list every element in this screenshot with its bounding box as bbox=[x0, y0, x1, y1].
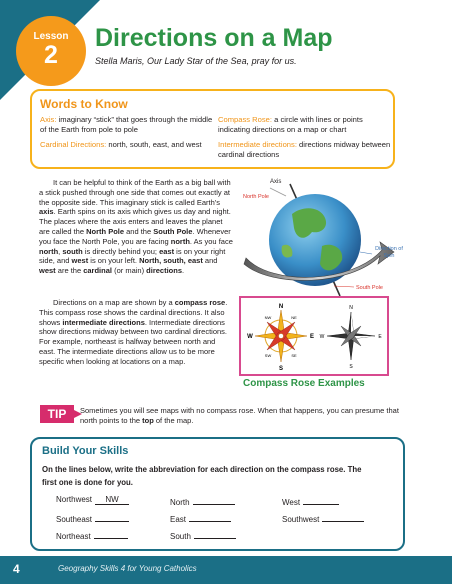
bold-term: cardinal bbox=[83, 266, 112, 276]
answer-blank[interactable] bbox=[303, 495, 339, 505]
rose2-w: W bbox=[319, 334, 325, 340]
text-run: , bbox=[58, 246, 63, 256]
definition-text: a circle with lines or points indicating directions on a map or chart bbox=[218, 115, 363, 134]
answer-item-south bbox=[170, 529, 236, 541]
text-run: . Whenever you face the North Pole, you are facing bbox=[39, 226, 231, 246]
compass-rose-ornate bbox=[247, 304, 314, 372]
tip-text-part: of the map. bbox=[153, 416, 194, 425]
answer-item-northwest bbox=[56, 495, 129, 505]
text-run: is on your left. bbox=[88, 256, 140, 266]
answer-label: West bbox=[282, 498, 301, 507]
answer-label: Northwest bbox=[56, 495, 93, 504]
bold-term: west bbox=[71, 256, 89, 266]
rose1-sw: SW bbox=[264, 353, 272, 358]
bold-term: North Pole bbox=[86, 226, 125, 236]
text-run: and bbox=[202, 256, 218, 266]
answer-label: East bbox=[170, 515, 187, 524]
rose1-nw: NW bbox=[264, 315, 272, 320]
body-paragraph-earth-axis bbox=[39, 178, 233, 276]
rose1-s: S bbox=[278, 366, 284, 372]
answer-blank[interactable] bbox=[95, 512, 129, 522]
definition-text: directions midway between cardinal directions bbox=[218, 140, 391, 159]
text-run: It can be helpful to think of the Earth as a big ball with a stick pushed through one side that comes out exactly at the opposite side. This imaginary stick is called Earth’s bbox=[39, 178, 231, 207]
definition-term: Cardinal Directions: bbox=[40, 140, 107, 149]
text-run: . bbox=[182, 266, 185, 276]
bold-term: north bbox=[170, 236, 190, 246]
answer-label: Southwest bbox=[282, 515, 320, 524]
answer-blank[interactable] bbox=[194, 529, 236, 539]
text-run: . Earth spins on its axis which gives us day and night. The places where the axis enters and leaves the planet are called the bbox=[39, 207, 231, 236]
text-run: is on your right side, and bbox=[39, 246, 226, 266]
lesson-label: Lesson bbox=[33, 31, 69, 42]
rose1-se: SE bbox=[291, 353, 297, 358]
definition-term: Compass Rose: bbox=[218, 115, 273, 124]
text-run: and the bbox=[124, 226, 154, 236]
tip-badge: TIP bbox=[40, 405, 74, 423]
bold-term: compass rose bbox=[174, 298, 226, 307]
answer-item-southwest bbox=[282, 512, 364, 524]
definition-term: Intermediate directions: bbox=[218, 140, 297, 149]
rose1-n: N bbox=[278, 304, 284, 310]
words-to-know-heading: Words to Know bbox=[40, 97, 128, 111]
tip-text-part: Sometimes you will see maps with no compass rose. When that happens, you can presume that north points to the bbox=[80, 406, 399, 425]
bold-term: north bbox=[39, 246, 59, 256]
answer-row bbox=[56, 529, 386, 541]
bold-term: South Pole bbox=[153, 226, 193, 236]
rose2-s: S bbox=[349, 364, 353, 370]
answer-row bbox=[56, 495, 386, 507]
definition-compass-rose bbox=[218, 115, 396, 135]
rose2-n: N bbox=[349, 305, 353, 311]
globe-south-pole-label: South Pole bbox=[356, 285, 383, 291]
answer-label: Northeast bbox=[56, 532, 91, 541]
answer-blank[interactable] bbox=[94, 529, 128, 539]
footer-book-title: Geography Skills 4 for Young Catholics bbox=[58, 564, 197, 573]
body-paragraph-compass-rose bbox=[39, 298, 233, 367]
bold-term: North, south, east bbox=[139, 256, 203, 266]
answer-blank[interactable] bbox=[322, 512, 364, 522]
answer-item-southeast bbox=[56, 512, 129, 524]
page-subtitle: Stella Maris, Our Lady Star of the Sea, pray for us. bbox=[95, 56, 297, 66]
definition-text: imaginary “stick” that goes through the middle of the Earth from pole to pole bbox=[40, 115, 213, 134]
tip-text bbox=[80, 406, 400, 426]
text-run: Directions on a map are shown by a bbox=[53, 298, 175, 307]
page-footer bbox=[0, 556, 452, 584]
globe-axis-label: Axis bbox=[270, 179, 282, 185]
compass-roses-svg bbox=[241, 298, 387, 374]
answer-blank[interactable] bbox=[189, 512, 231, 522]
rose1-w: W bbox=[247, 334, 253, 340]
answer-item-west bbox=[282, 495, 339, 507]
bold-term: axis bbox=[39, 207, 54, 217]
compass-rose-caption: Compass Rose Examples bbox=[243, 378, 365, 389]
answer-blank[interactable] bbox=[193, 495, 235, 505]
text-run: is directly behind you; bbox=[82, 246, 160, 256]
bold-term: west bbox=[39, 266, 56, 276]
answer-label: Southeast bbox=[56, 515, 93, 524]
answer-label: South bbox=[170, 532, 191, 541]
bold-term: east bbox=[159, 246, 175, 256]
answer-label: North bbox=[170, 498, 190, 507]
build-your-skills-box bbox=[30, 437, 405, 551]
answer-row bbox=[56, 512, 386, 524]
skills-instructions: On the lines below, write the abbreviation for each direction on the compass rose. The first one is done for you. bbox=[42, 465, 362, 487]
compass-rose-examples-panel bbox=[239, 296, 389, 376]
text-run: . As you face bbox=[189, 236, 233, 246]
answer-item-east bbox=[170, 512, 231, 524]
bold-term: intermediate directions bbox=[62, 317, 145, 327]
rose1-ne: NE bbox=[291, 315, 297, 320]
answer-blank[interactable]: NW bbox=[95, 495, 129, 505]
text-run: (or main) bbox=[111, 266, 147, 276]
globe-direction-of-spin-label: Direction of Spin bbox=[375, 246, 403, 259]
text-run: . Intermediate directions show directions midway between two cardinal directions. For example, northeast is halfway between north and east. The intermediate directions allow us to be more specific when looking at locations on a map. bbox=[39, 317, 228, 366]
globe-north-pole-label: North Pole bbox=[243, 194, 269, 200]
bold-term: south bbox=[62, 246, 83, 256]
answer-item-northeast bbox=[56, 529, 128, 541]
lesson-number: 2 bbox=[44, 41, 58, 69]
lesson-badge bbox=[16, 16, 86, 86]
words-to-know-box bbox=[30, 89, 395, 169]
text-run: are the bbox=[55, 266, 84, 276]
definition-intermediate-directions bbox=[218, 140, 396, 160]
rose1-e: E bbox=[309, 334, 315, 340]
axis-pointer-line bbox=[270, 188, 286, 196]
page-number: 4 bbox=[13, 562, 20, 576]
definition-cardinal-directions bbox=[40, 140, 218, 150]
bold-term: directions bbox=[146, 266, 182, 276]
compass-rose-simple bbox=[320, 305, 383, 370]
page-title: Directions on a Map bbox=[95, 24, 333, 52]
rose2-e: E bbox=[378, 334, 382, 340]
build-your-skills-heading: Build Your Skills bbox=[42, 445, 129, 457]
text-run: . This compass rose shows the cardinal directions. It also shows bbox=[39, 298, 228, 327]
definition-term: Axis: bbox=[40, 115, 57, 124]
south-pointer-line bbox=[334, 286, 354, 287]
definition-axis bbox=[40, 115, 218, 135]
answer-item-north bbox=[170, 495, 235, 507]
tip-text-bold: top bbox=[142, 416, 154, 425]
definition-text: north, south, east, and west bbox=[106, 140, 202, 149]
